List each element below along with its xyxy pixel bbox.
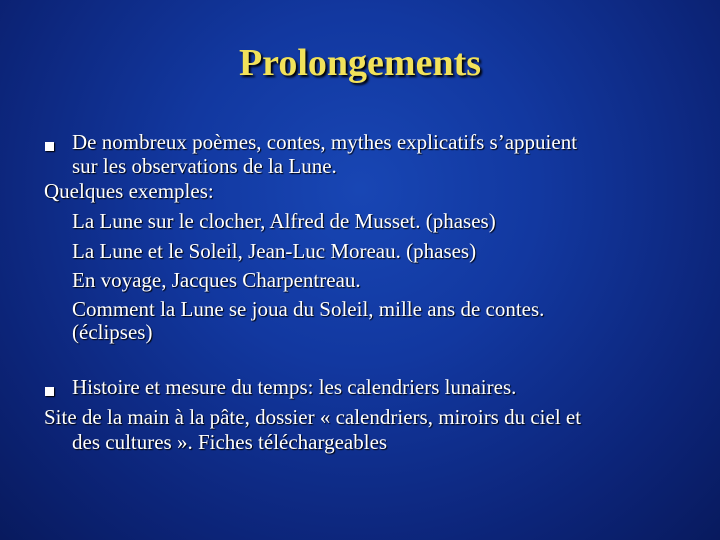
square-bullet-icon bbox=[45, 387, 54, 396]
square-bullet-icon bbox=[45, 142, 54, 151]
text-line: des cultures ». Fiches téléchargeables bbox=[72, 430, 388, 454]
text-line: La Lune sur le clocher, Alfred de Musset. (phases) bbox=[72, 209, 496, 233]
text-line: sur les observations de la Lune. bbox=[72, 154, 337, 178]
text-line: En voyage, Jacques Charpentreau. bbox=[72, 268, 361, 292]
text-line: Histoire et mesure du temps: les calendriers lunaires. bbox=[72, 375, 517, 399]
text-line: La Lune et le Soleil, Jean-Luc Moreau. (phases) bbox=[72, 239, 477, 263]
text-line: (éclipses) bbox=[72, 320, 153, 344]
text-line: Site de la main à la pâte, dossier « calendriers, miroirs du ciel et bbox=[44, 405, 582, 429]
text-line: Comment la Lune se joua du Soleil, mille ans de contes. bbox=[72, 297, 545, 321]
text-line: Quelques exemples: bbox=[44, 179, 214, 203]
text-line: De nombreux poèmes, contes, mythes explicatifs s’appuient bbox=[72, 130, 578, 154]
slide-title: Prolongements bbox=[238, 42, 482, 84]
